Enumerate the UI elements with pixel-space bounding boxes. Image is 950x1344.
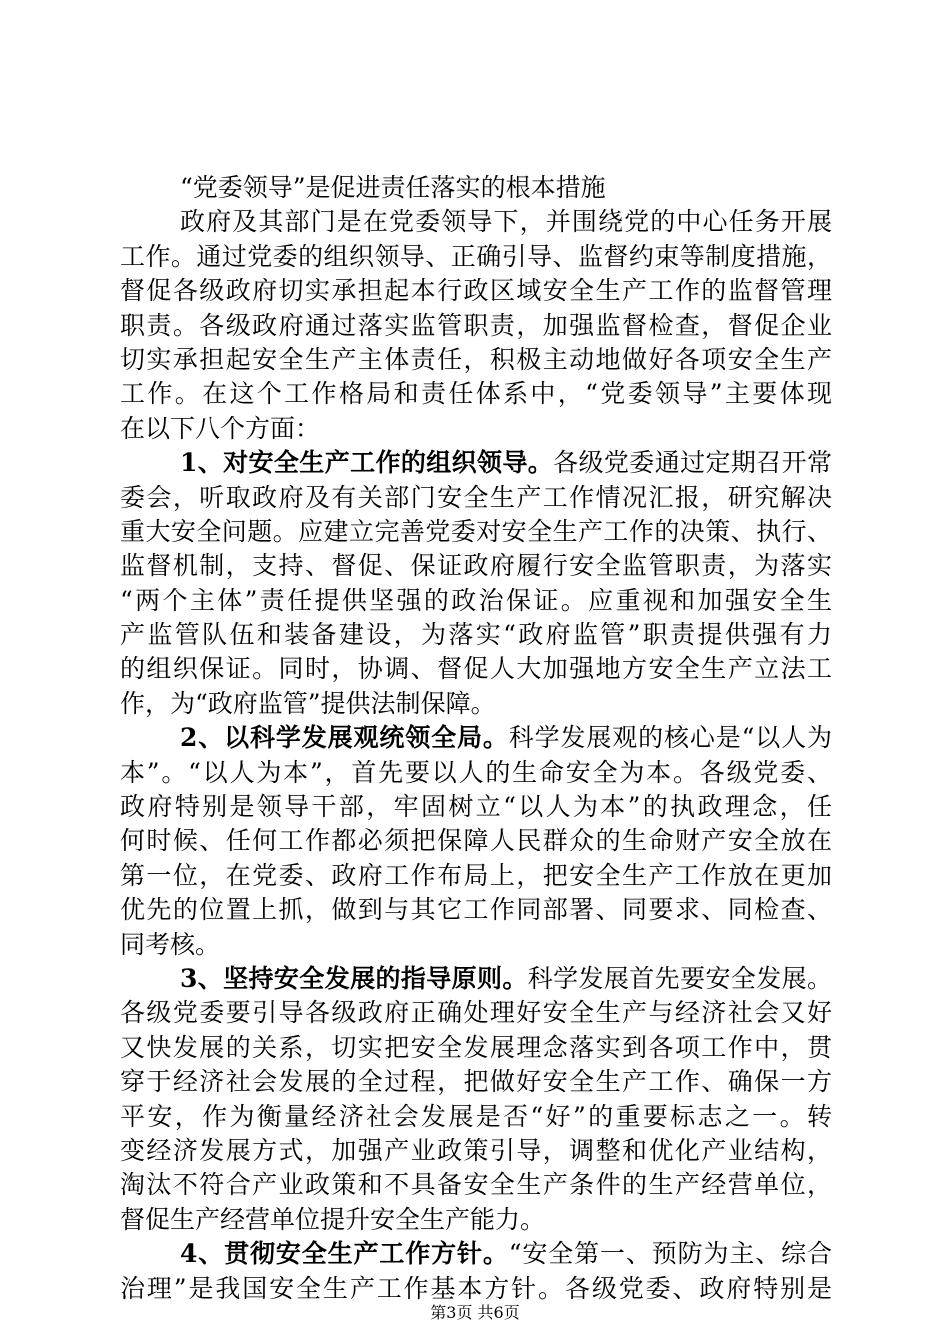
section-heading: “党委领导”是促进责任落实的根本措施 [180,173,606,202]
paragraph-line: 在以下八个方面： [120,413,321,443]
paragraph-line: 各级党委要引导各级政府正确处理好安全生产与经济社会又好 [120,998,832,1028]
paragraph-first-line: 政府及其部门是在党委领导下，并围绕党的中心任务开展 [180,207,832,237]
paragraph-line: 穿于经济社会发展的全过程，把做好安全生产工作、确保一方 [120,1067,832,1097]
paragraph-line: 职责。各级政府通过落实监管职责，加强监督检查，督促企业 [120,310,832,340]
paragraph-line: 工作。通过党委的组织领导、正确引导、监督约束等制度措施， [120,241,832,271]
paragraph-line: 的组织保证。同时，协调、督促人大加强地方安全生产立法工 [120,654,832,684]
paragraph-line: 本”。“以人为本”，首先要以人的生命安全为本。各级党委、 [120,757,832,787]
paragraph-line: 第一位，在党委、政府工作布局上，把安全生产工作放在更加 [120,860,832,890]
paragraph-line: 重大安全问题。应建立完善党委对安全生产工作的决策、执行、 [120,516,832,546]
paragraph-line: 平安，作为衡量经济社会发展是否“好”的重要标志之一。转 [120,1101,832,1131]
page-footer: 第3页 共6页 [430,1303,520,1322]
paragraph-lead-title: 2、以科学发展观统领全局。 [180,723,509,753]
paragraph-first-line [120,1237,832,1271]
paragraph-line: 工作。在这个工作格局和责任体系中，“党委领导”主要体现 [120,379,832,409]
paragraph-line: 政府特别是领导干部，牢固树立“以人为本”的执政理念，任 [120,792,832,822]
paragraph-lead-text: 各级党委通过定期召开常 [553,448,832,478]
paragraph-line: 优先的位置上抓，做到与其它工作同部署、同要求、同检查、 [120,895,832,925]
paragraph-line: 治理”是我国安全生产工作基本方针。各级党委、政府特别是 [120,1273,832,1303]
paragraph-first-line [120,446,832,480]
paragraph-line: 监督机制，支持、督促、保证政府履行安全监管职责，为落实 [120,551,832,581]
paragraph-line: 督促生产经营单位提升安全生产能力。 [120,1204,546,1234]
paragraph-first-line [120,721,832,755]
paragraph-line: 督促各级政府切实承担起本行政区域安全生产工作的监督管理 [120,276,832,306]
paragraph-first-line [120,962,832,996]
paragraph-line: 产监管队伍和装备建设，为落实“政府监管”职责提供强有力 [120,620,832,650]
paragraph-line: 同考核。 [120,929,221,959]
paragraph-line: 何时候、任何工作都必须把保障人民群众的生命财产安全放在 [120,826,832,856]
paragraph-line: “两个主体”责任提供坚强的政治保证。应重视和加强安全生 [120,585,832,615]
paragraph-lead-text: 科学发展首先要安全发展。 [527,963,832,993]
paragraph-line: 又快发展的关系，切实把安全发展理念落实到各项工作中，贯 [120,1032,832,1062]
paragraph-lead-text: “安全第一、预防为主、综合 [508,1239,832,1269]
paragraph-lead-title: 4、贯彻安全生产工作方针。 [180,1239,509,1269]
document-body [120,171,832,1306]
paragraph-line: 切实承担起安全生产主体责任，积极主动地做好各项安全生产 [120,344,832,374]
paragraph-line: 淘汰不符合产业政策和不具备安全生产条件的生产经营单位， [120,1170,832,1200]
paragraph-lead-title: 1、对安全生产工作的组织领导。 [180,448,554,478]
paragraph-line: 委会，听取政府及有关部门安全生产工作情况汇报，研究解决 [120,482,832,512]
paragraph-lead-title: 3、坚持安全发展的指导原则。 [180,963,528,993]
paragraph-lead-text: 科学发展观的核心是“以人为 [508,723,832,753]
paragraph-line: 变经济发展方式，加强产业政策引导，调整和优化产业结构， [120,1135,832,1165]
paragraph-line: 作，为“政府监管”提供法制保障。 [120,688,496,718]
